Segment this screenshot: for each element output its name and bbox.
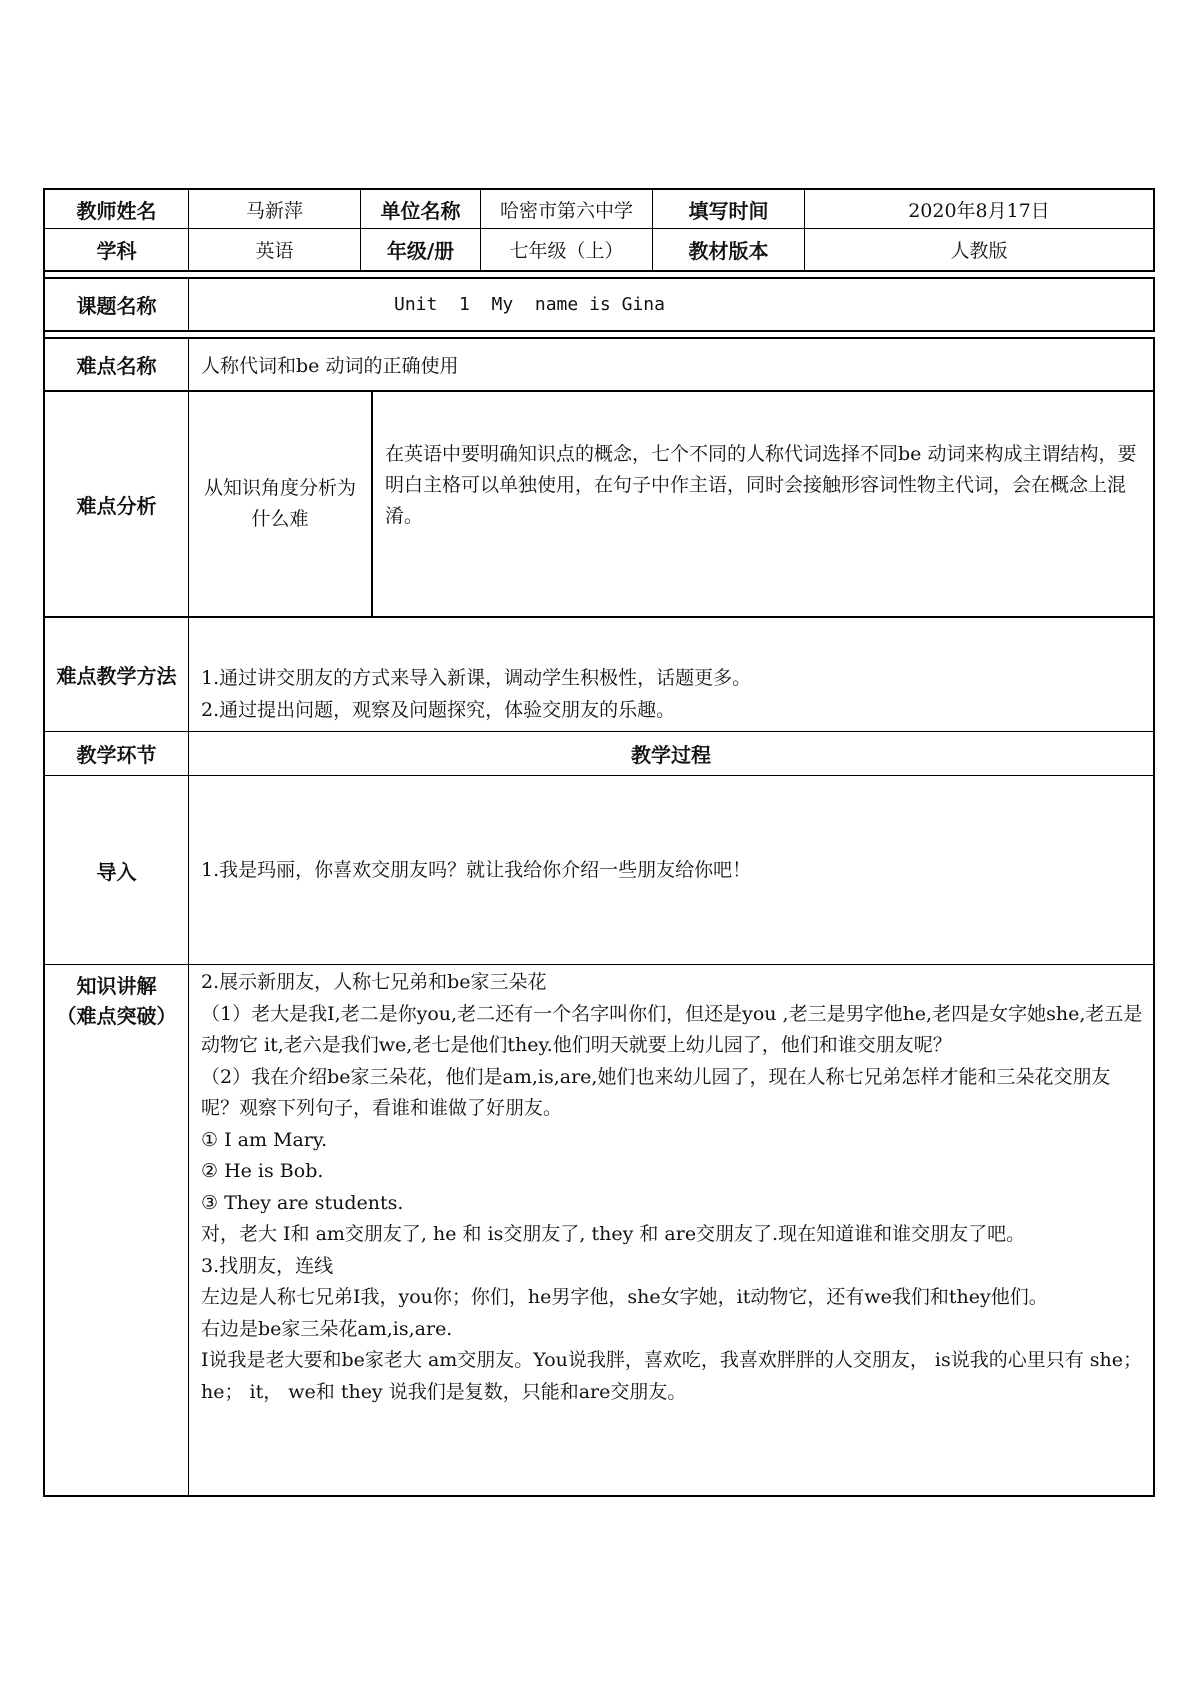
unit-label: 单位名称 (361, 190, 481, 228)
analysis-row (43, 392, 1155, 616)
lesson-plan-table (43, 188, 1155, 1497)
knowledge-line: 右边是be家三朵花am,is,are. (201, 1317, 453, 1340)
analysis-sublabel: 从知识角度分析为什么难 (189, 392, 373, 616)
knowledge-label-line-2: （难点突破） (56, 1004, 177, 1028)
method-text (189, 618, 1153, 731)
knowledge-line: 对，老大 I和 am交朋友了, he 和 is交朋友了, they 和 are交朋友了.现在知道谁和谁交朋友了吧。 (201, 1223, 1026, 1245)
analysis-label: 难点分析 (45, 392, 189, 616)
date-label: 填写时间 (653, 190, 805, 228)
edition-label: 教材版本 (653, 229, 805, 270)
grade-label: 年级/册 (361, 229, 481, 270)
knowledge-line: （1）老大是我I,老二是你you,老二还有一个名字叫你们，但还是you ,老三是男字他he,老四是女字她she,老五是动物它 it,老六是我们we,老七是他们they.他们明天就要上幼儿园了，他们和谁交朋友呢？ (201, 1002, 1143, 1056)
method-row (43, 618, 1155, 731)
edition-value: 人教版 (950, 240, 1008, 262)
topic-label: 课题名称 (45, 279, 189, 330)
knowledge-line: ① I am Mary. (201, 1128, 328, 1151)
analysis-text: 在英语中要明确知识点的概念，七个不同的人称代词选择不同be 动词来构成主谓结构，要明白主格可以单独使用，在句子中作主语，同时会接触形容词性物主代词，会在概念上混淆。 (385, 442, 1137, 527)
method-line-1: 1.通过讲交朋友的方式来导入新课，调动学生积极性，话题更多。 (201, 667, 752, 689)
knowledge-line: 3.找朋友，连线 (201, 1254, 334, 1277)
knowledge-label-line-1: 知识讲解 (76, 974, 157, 998)
difficulty-label: 难点名称 (45, 339, 189, 390)
subject-label: 学科 (45, 229, 189, 270)
header-row-2 (43, 229, 1155, 270)
date-value: 2020年8月17日 (908, 199, 1050, 222)
topic-row (43, 279, 1155, 330)
table-bottom-border (43, 1495, 1155, 1497)
teacher-label: 教师姓名 (45, 190, 189, 228)
difficulty-value: 人称代词和be 动词的正确使用 (201, 355, 459, 377)
method-line-2: 2.通过提出问题，观察及问题探究，体验交朋友的乐趣。 (201, 698, 676, 721)
knowledge-line: I说我是老大要和be家老大 am交朋友。You说我胖，喜欢吃，我喜欢胖胖的人交朋友， is说我的心里只有 she； he； it， we和 they 说我们是复数，只能和are交朋友。 (201, 1349, 1143, 1403)
intro-label: 导入 (45, 776, 189, 964)
knowledge-text (189, 965, 1153, 1495)
knowledge-line: ② He is Bob. (201, 1160, 324, 1182)
teacher-value: 马新萍 (189, 190, 361, 228)
knowledge-line: ③ They are students. (201, 1191, 404, 1214)
unit-value: 哈密市第六中学 (481, 190, 653, 228)
intro-row (43, 776, 1155, 964)
difficulty-row (43, 339, 1155, 390)
process-step-label: 教学环节 (45, 732, 189, 775)
knowledge-line: 左边是人称七兄弟I我，you你；你们，he男字他，she女字她，it动物它，还有we我们和they他们。 (201, 1286, 1048, 1308)
knowledge-label (45, 965, 189, 1495)
header-row-1 (43, 190, 1155, 228)
knowledge-line: （2）我在介绍be家三朵花，他们是am,is,are,她们也来幼儿园了，现在人称七兄弟怎样才能和三朵花交朋友呢？观察下列句子，看谁和谁做了好朋友。 (201, 1065, 1111, 1119)
grade-value: 七年级（上） (481, 229, 653, 270)
process-header-row (43, 732, 1155, 775)
topic-value: Unit 1 My name is Gina (394, 294, 665, 315)
intro-text: 1.我是玛丽，你喜欢交朋友吗？就让我给你介绍一些朋友给你吧！ (201, 858, 752, 881)
subject-value: 英语 (189, 229, 361, 270)
knowledge-row (43, 965, 1155, 1495)
process-title: 教学过程 (631, 743, 711, 767)
knowledge-line: 2.展示新朋友，人称七兄弟和be家三朵花 (201, 971, 547, 993)
method-label: 难点教学方法 (45, 618, 189, 731)
